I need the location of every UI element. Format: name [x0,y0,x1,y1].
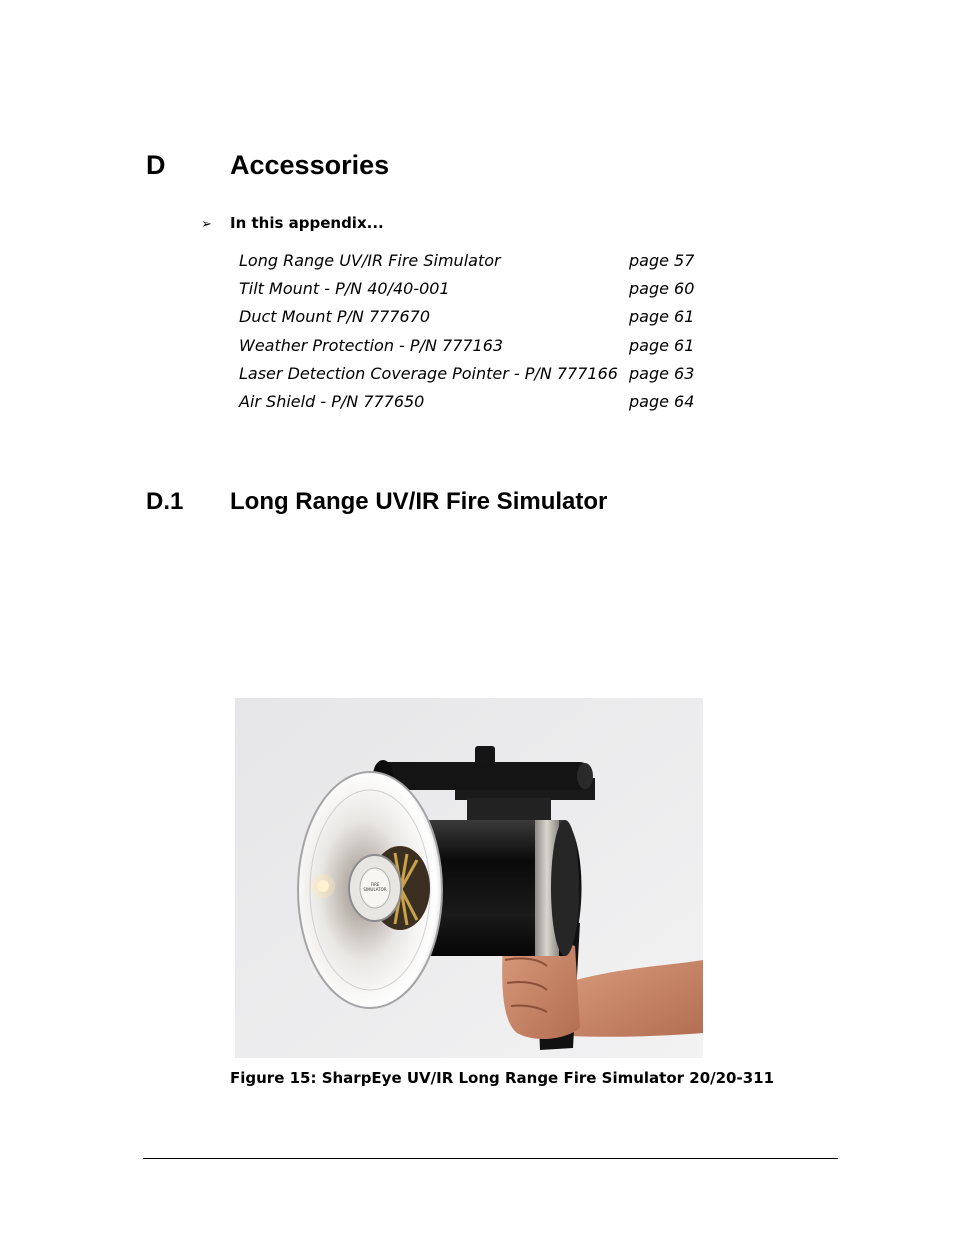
toc-item-page: page 61 [629,307,695,326]
toc-item-title: Tilt Mount - P/N 40/40-001 [239,279,450,298]
toc-item-page: page 61 [629,336,695,355]
toc-item-title: Air Shield - P/N 777650 [239,392,425,411]
disc-label-text: FIRE SIMULATOR [363,882,387,892]
figure-caption: Figure 15: SharpEye UV/IR Long Range Fire Simulator 20/20-311 [230,1069,775,1087]
toc-item-page: page 64 [629,392,695,411]
section-number: D.1 [146,488,184,515]
toc-item-page: page 60 [629,279,695,298]
appendix-intro: In this appendix... [230,214,384,232]
toc-item[interactable] [239,336,709,360]
toc-item-title: Duct Mount P/N 777670 [239,307,431,326]
toc-item[interactable] [239,307,709,331]
toc-item-title: Weather Protection - P/N 777163 [239,336,504,355]
section-title: Long Range UV/IR Fire Simulator [230,488,608,515]
toc-item[interactable] [239,392,709,416]
toc-item-page: page 57 [629,251,695,270]
fire-simulator-photo [235,698,703,1058]
toc-item-title: Laser Detection Coverage Pointer - P/N 777166 [239,364,618,383]
appendix-letter: D [146,150,166,180]
toc-item-title: Long Range UV/IR Fire Simulator [239,251,501,270]
toc-item[interactable] [239,364,709,388]
toc-item-page: page 63 [629,364,695,383]
appendix-title: Accessories [230,150,390,180]
toc-item[interactable] [239,251,709,275]
intro-bullet-icon: ➢ [201,217,212,232]
toc-item[interactable] [239,279,709,303]
footer-rule [143,1158,838,1159]
